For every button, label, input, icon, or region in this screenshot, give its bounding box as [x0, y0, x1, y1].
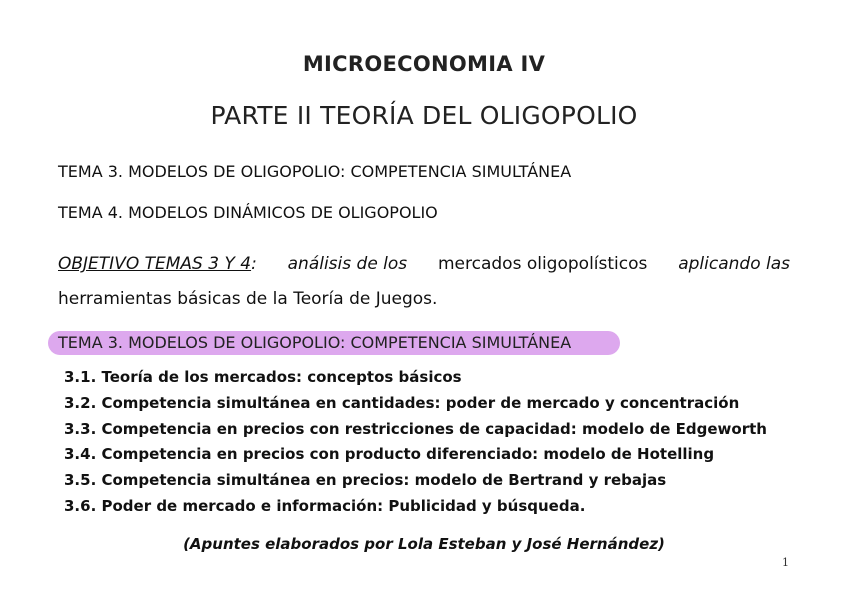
list-item: 3.5. Competencia simultánea en precios: modelo de Bertrand y rebajas	[64, 471, 667, 489]
list-item: 3.6. Poder de mercado e información: Publicidad y búsqueda.	[64, 497, 586, 515]
objective-line-1	[58, 254, 790, 274]
part-title: PARTE II TEORÍA DEL OLIGOPOLIO	[210, 101, 638, 130]
objective-part3: aplicando las	[678, 254, 790, 274]
list-item: 3.2. Competencia simultánea en cantidades: poder de mercado y concentración	[64, 394, 740, 412]
objective-part1: análisis de los	[287, 254, 408, 274]
list-item: 3.3. Competencia en precios con restricciones de capacidad: modelo de Edgeworth	[64, 420, 767, 438]
course-title: MICROECONOMIA IV	[302, 52, 546, 76]
tema4-heading: TEMA 4. MODELOS DINÁMICOS DE OLIGOPOLIO	[58, 203, 438, 222]
objective-colon: :	[251, 254, 257, 274]
highlighted-heading: TEMA 3. MODELOS DE OLIGOPOLIO: COMPETENCIA SIMULTÁNEA	[58, 333, 572, 352]
tema3-heading: TEMA 3. MODELOS DE OLIGOPOLIO: COMPETENCIA SIMULTÁNEA	[58, 162, 572, 181]
objective-line-2: herramientas básicas de la Teoría de Juegos.	[58, 289, 438, 309]
credits: (Apuntes elaborados por Lola Esteban y José Hernández)	[183, 535, 665, 553]
objective-label: OBJETIVO TEMAS 3 Y 4	[58, 254, 252, 274]
objective-part2: mercados oligopolísticos	[437, 254, 648, 274]
page-number: 1	[782, 556, 789, 569]
list-item: 3.4. Competencia en precios con producto diferenciado: modelo de Hotelling	[64, 445, 715, 463]
list-item: 3.1. Teoría de los mercados: conceptos básicos	[64, 368, 462, 386]
